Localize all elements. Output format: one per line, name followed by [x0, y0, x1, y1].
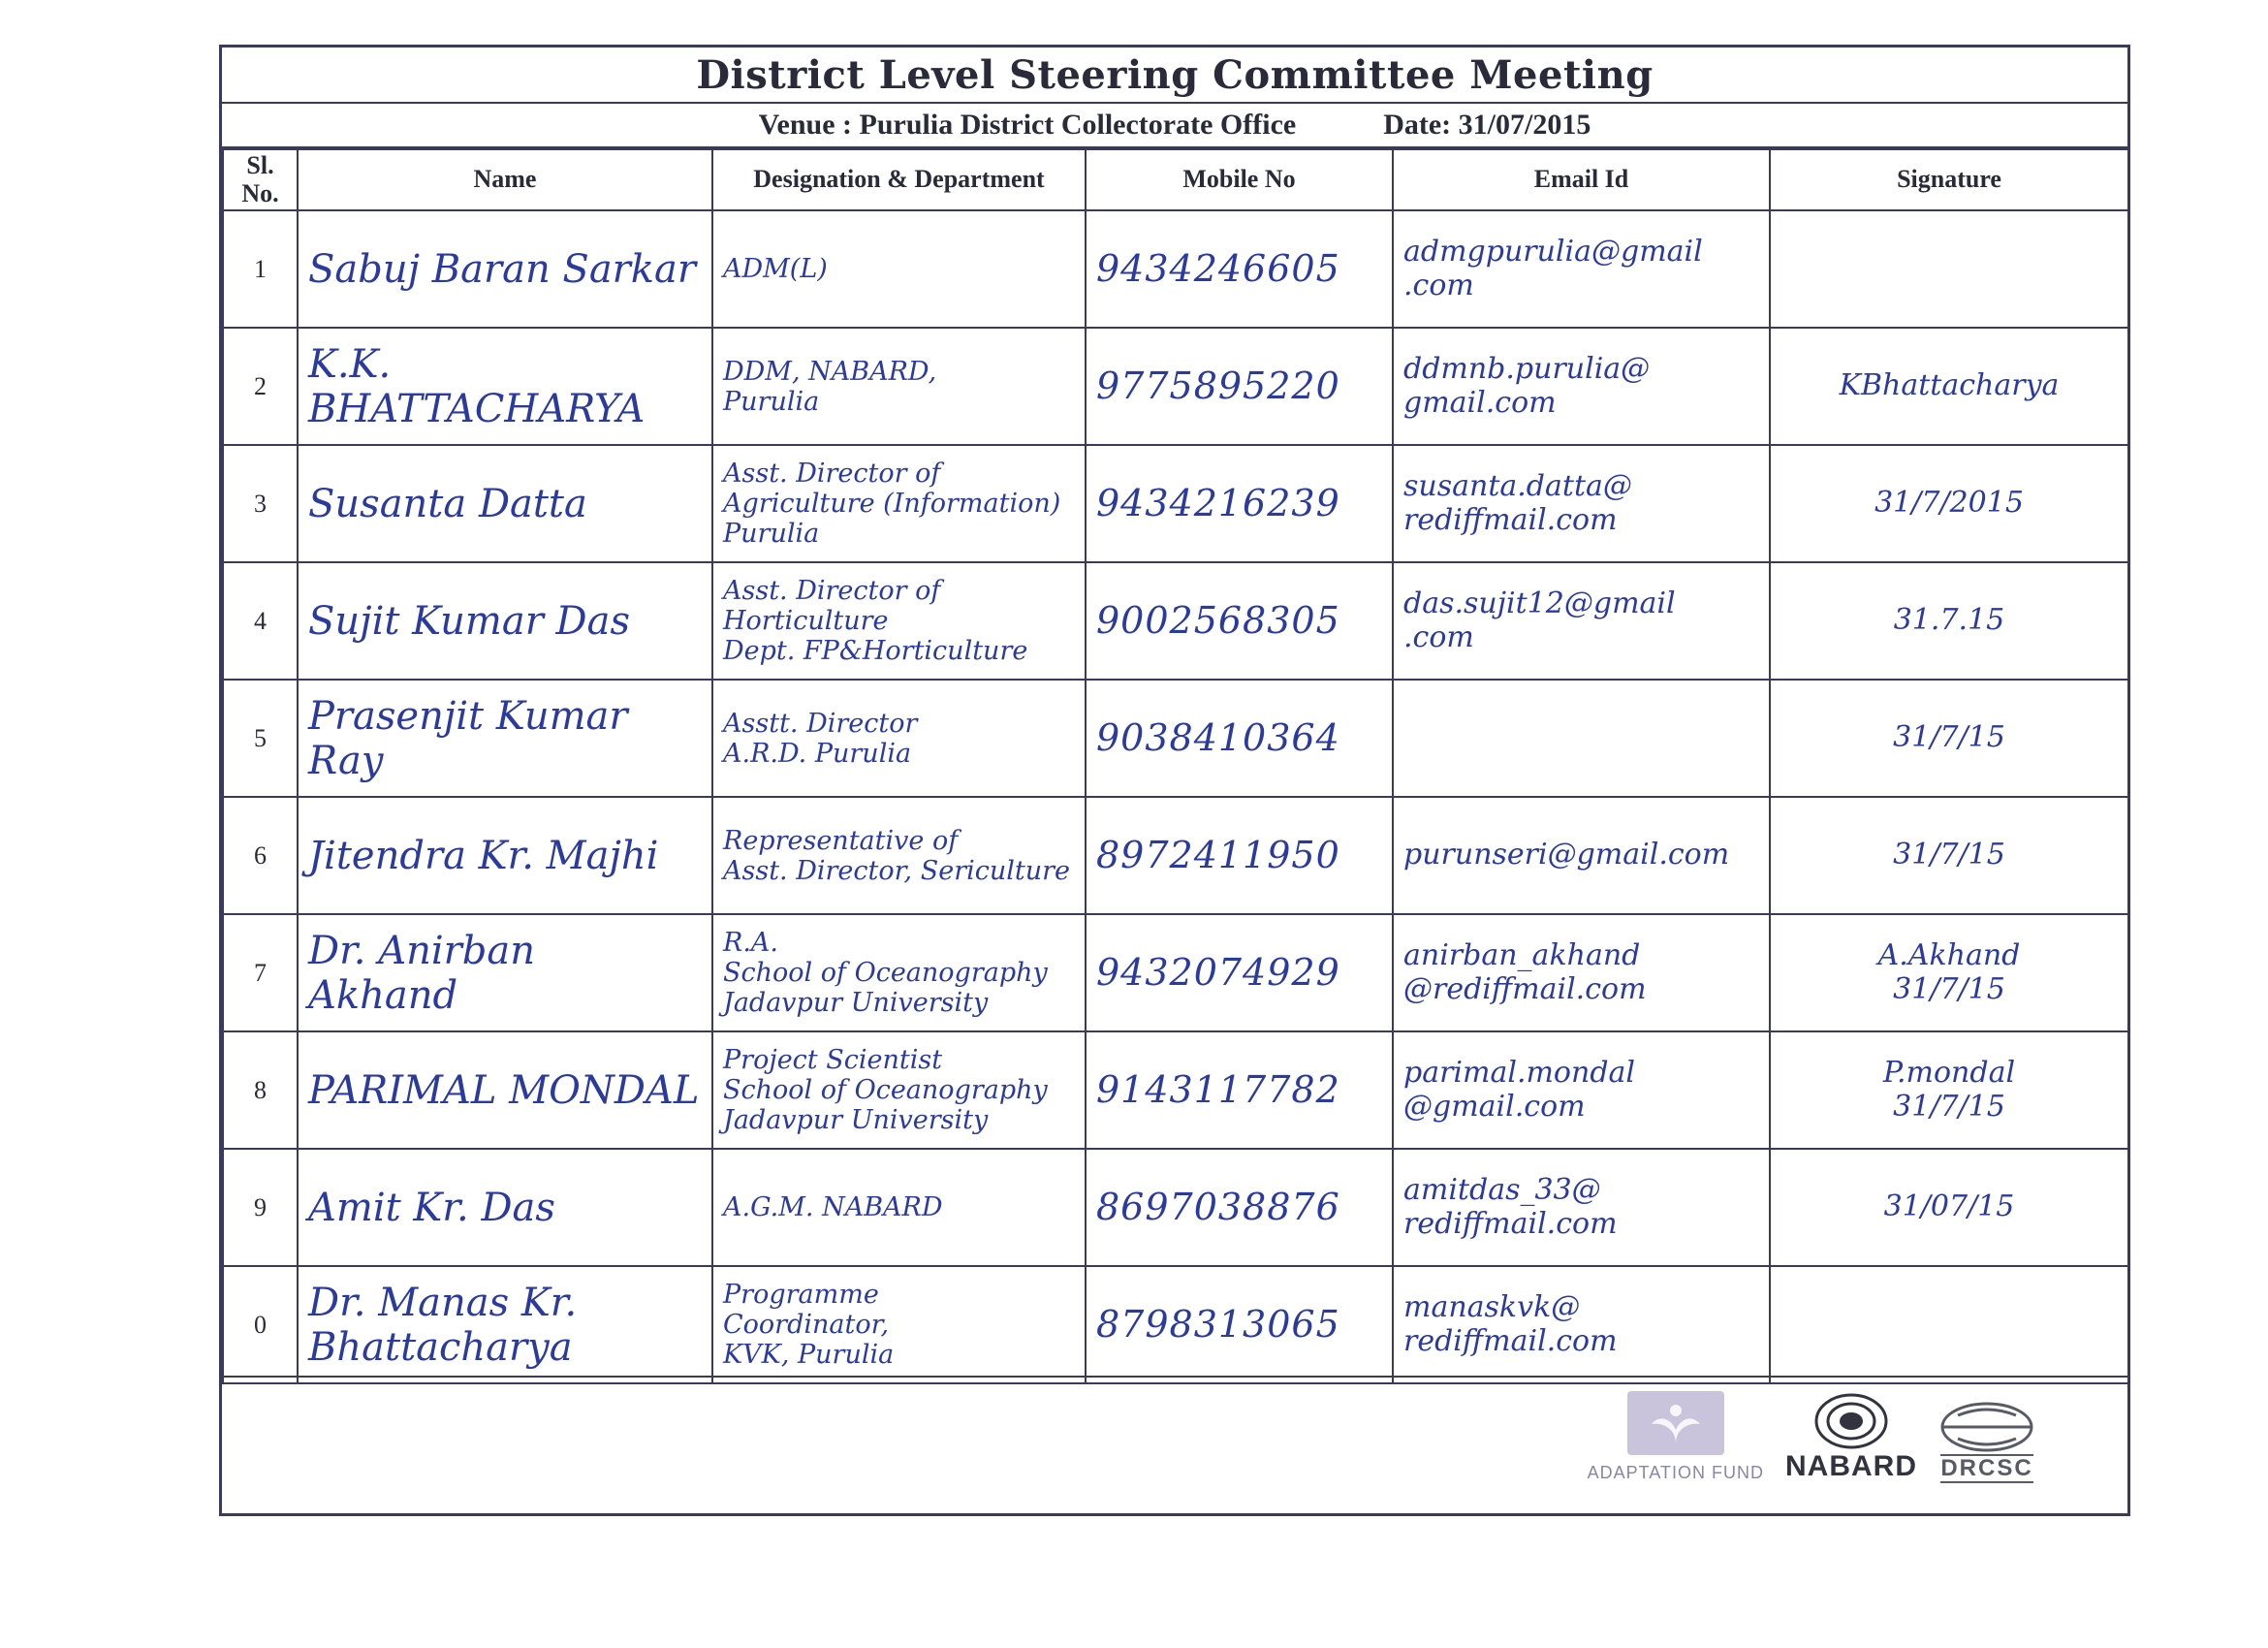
nabard-label: NABARD: [1785, 1450, 1917, 1482]
row-name: Amit Kr. Das: [298, 1149, 712, 1266]
row-designation: Project Scientist School of Oceanography Jadavpur University: [712, 1031, 1086, 1149]
row-sl-number: 4: [223, 562, 298, 680]
row-name: Dr. Manas Kr. Bhattacharya: [298, 1266, 712, 1383]
row-mobile: 9432074929: [1086, 914, 1393, 1031]
drcsc-label: DRCSC: [1940, 1454, 2032, 1483]
row-sl-number: 8: [223, 1031, 298, 1149]
row-signature: A.Akhand 31/7/15: [1770, 914, 2128, 1031]
table-row: [223, 210, 2128, 328]
row-sl-number: 5: [223, 680, 298, 797]
row-signature: 31/7/15: [1770, 797, 2128, 914]
table-row: [223, 562, 2128, 680]
venue-row: [222, 104, 2127, 148]
row-name: K.K. BHATTACHARYA: [298, 328, 712, 445]
row-email: [1393, 680, 1770, 797]
row-email: anirban_akhand @rediffmail.com: [1393, 914, 1770, 1031]
drcsc-logo: [1938, 1400, 2035, 1483]
table-row: [223, 328, 2128, 445]
table-row: [223, 797, 2128, 914]
col-header-name: Name: [298, 149, 712, 210]
adaptation-fund-icon: [1627, 1391, 1724, 1455]
row-sl-number: 3: [223, 445, 298, 562]
row-name: PARIMAL MONDAL: [298, 1031, 712, 1149]
row-mobile: 8697038876: [1086, 1149, 1393, 1266]
row-designation: ADM(L): [712, 210, 1086, 328]
row-email: purunseri@gmail.com: [1393, 797, 1770, 914]
table-header-row: [223, 149, 2128, 210]
row-email: admgpurulia@gmail .com: [1393, 210, 1770, 328]
row-email: susanta.datta@ rediffmail.com: [1393, 445, 1770, 562]
row-sl-number: 0: [223, 1266, 298, 1383]
row-sl-number: 7: [223, 914, 298, 1031]
row-sl-number: 1: [223, 210, 298, 328]
row-designation: Asstt. Director A.R.D. Purulia: [712, 680, 1086, 797]
table-row: [223, 1031, 2128, 1149]
row-designation: Asst. Director of Agriculture (Information) Purulia: [712, 445, 1086, 562]
row-designation: DDM, NABARD, Purulia: [712, 328, 1086, 445]
row-signature: KBhattacharya: [1770, 328, 2128, 445]
col-header-mobile: Mobile No: [1086, 149, 1393, 210]
row-designation: A.G.M. NABARD: [712, 1149, 1086, 1266]
attendance-table: [222, 148, 2129, 1384]
row-signature: 31/7/2015: [1770, 445, 2128, 562]
col-header-signature: Signature: [1770, 149, 2128, 210]
attendance-sheet: [219, 45, 2130, 1516]
table-row: [223, 1149, 2128, 1266]
row-name: Prasenjit Kumar Ray: [298, 680, 712, 797]
row-name: Jitendra Kr. Majhi: [298, 797, 712, 914]
row-signature: [1770, 210, 2128, 328]
row-email: das.sujit12@gmail .com: [1393, 562, 1770, 680]
row-signature: [1770, 1266, 2128, 1383]
sheet-title: District Level Steering Committee Meeting: [222, 48, 2127, 104]
nabard-emblem-icon: [1812, 1392, 1890, 1450]
row-mobile: 9434246605: [1086, 210, 1393, 328]
row-email: manaskvk@ rediffmail.com: [1393, 1266, 1770, 1383]
row-signature: P.mondal 31/7/15: [1770, 1031, 2128, 1149]
row-email: parimal.mondal @gmail.com: [1393, 1031, 1770, 1149]
row-email: ddmnb.purulia@ gmail.com: [1393, 328, 1770, 445]
adaptation-fund-label: ADAPTATION FUND: [1587, 1463, 1764, 1482]
row-mobile: 8972411950: [1086, 797, 1393, 914]
row-signature: 31/7/15: [1770, 680, 2128, 797]
drcsc-emblem-icon: [1938, 1400, 2035, 1454]
date-text: Date: 31/07/2015: [1383, 109, 1591, 141]
row-designation: Representative of Asst. Director, Sericulture: [712, 797, 1086, 914]
row-name: Susanta Datta: [298, 445, 712, 562]
row-mobile: 9775895220: [1086, 328, 1393, 445]
row-email: amitdas_33@ rediffmail.com: [1393, 1149, 1770, 1266]
row-signature: 31.7.15: [1770, 562, 2128, 680]
row-signature: 31/07/15: [1770, 1149, 2128, 1266]
row-mobile: 8798313065: [1086, 1266, 1393, 1383]
row-mobile: 9434216239: [1086, 445, 1393, 562]
nabard-logo: [1785, 1392, 1917, 1483]
row-mobile: 9002568305: [1086, 562, 1393, 680]
row-designation: Asst. Director of Horticulture Dept. FP&Horticulture: [712, 562, 1086, 680]
table-row: [223, 445, 2128, 562]
col-header-sl: Sl. No.: [223, 149, 298, 210]
row-sl-number: 6: [223, 797, 298, 914]
row-name: Dr. Anirban Akhand: [298, 914, 712, 1031]
table-row: [223, 914, 2128, 1031]
table-row: [223, 680, 2128, 797]
venue-text: Venue : Purulia District Collectorate Office: [758, 109, 1297, 141]
col-header-designation: Designation & Department: [712, 149, 1086, 210]
col-header-email: Email Id: [1393, 149, 1770, 210]
row-designation: Programme Coordinator, KVK, Purulia: [712, 1266, 1086, 1383]
row-sl-number: 9: [223, 1149, 298, 1266]
row-name: Sabuj Baran Sarkar: [298, 210, 712, 328]
adaptation-fund-logo: [1588, 1391, 1764, 1483]
table-row: [223, 1266, 2128, 1383]
row-designation: R.A. School of Oceanography Jadavpur University: [712, 914, 1086, 1031]
row-name: Sujit Kumar Das: [298, 562, 712, 680]
row-mobile: 9038410364: [1086, 680, 1393, 797]
row-mobile: 9143117782: [1086, 1031, 1393, 1149]
row-sl-number: 2: [223, 328, 298, 445]
footer: [222, 1376, 2127, 1513]
sponsor-logos: [1588, 1391, 2035, 1483]
